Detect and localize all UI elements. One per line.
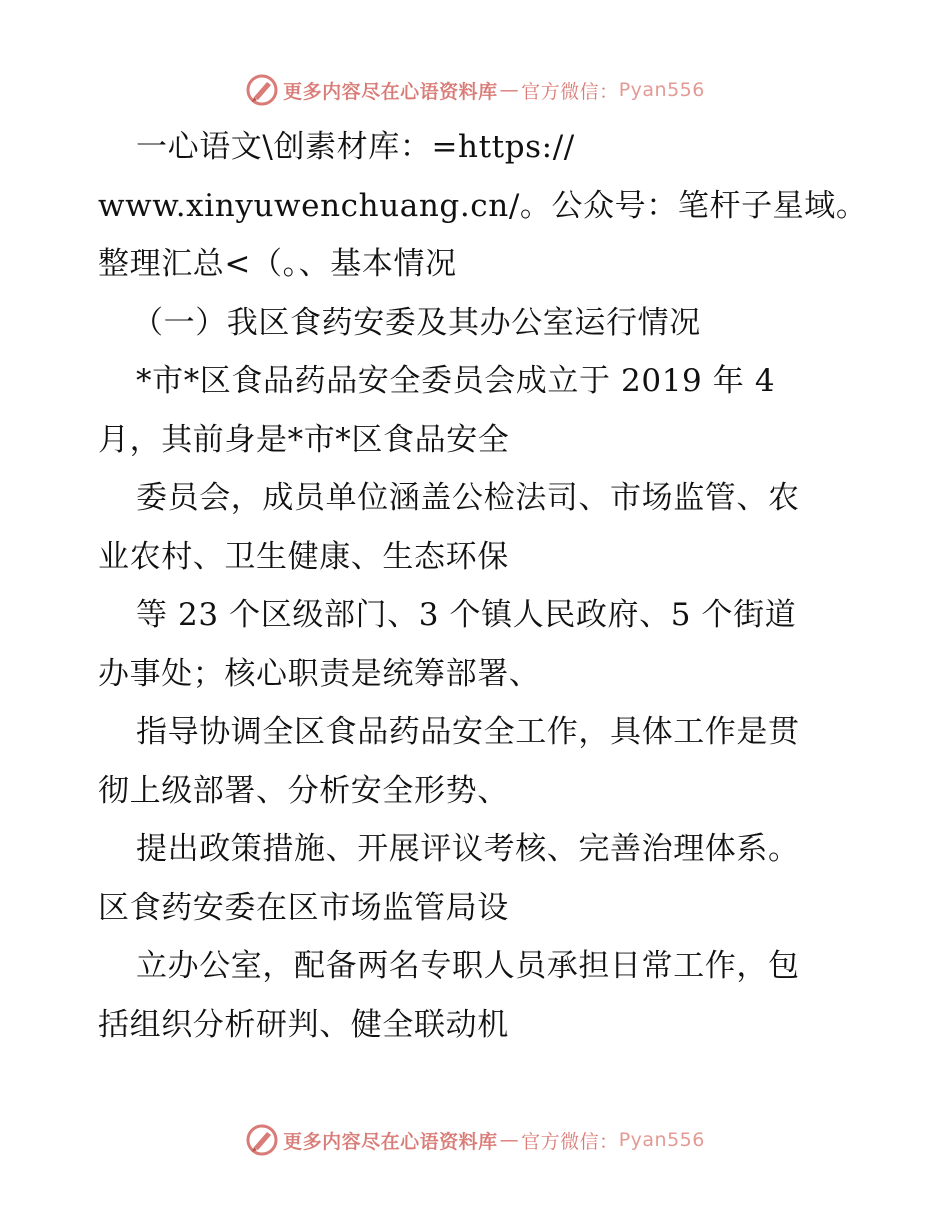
pen-logo-icon (245, 73, 279, 107)
banner-official-text: 官方微信： (521, 1130, 619, 1153)
header-watermark-banner (0, 70, 950, 110)
banner-main-text: 更多内容尽在心语资料库 (283, 1130, 498, 1153)
banner-official-text: 官方微信： (521, 80, 619, 103)
text-line: 一心语文\创素材库：=https:// (136, 129, 575, 165)
text-line: 业农村、卫生健康、生态环保 (98, 538, 509, 575)
text-line: 办事处；核心职责是统筹部署、 (98, 655, 541, 692)
text-line: *市*区食品药品安全委员会成立于 2019 年 4 (136, 363, 776, 399)
text-line: 区食药安委在区市场监管局设 (98, 889, 509, 926)
text-line: 委员会，成员单位涵盖公检法司、市场监管、农 (136, 480, 800, 516)
document-body (98, 118, 868, 1054)
text-line: www.xinyuwenchuang.cn/。公众号：笔杆子星域。 (98, 187, 868, 224)
text-line: 等 23 个区级部门、3 个镇人民政府、5 个街道 (136, 597, 797, 633)
text-line: 提出政策措施、开展评议考核、完善治理体系。 (136, 831, 800, 867)
banner-dash: — (499, 1129, 520, 1151)
section-heading: （一）我区食药安委及其办公室运行情况 (132, 304, 701, 341)
text-line: 整理汇总<（。、基本情况 (98, 246, 457, 282)
text-line: 月，其前身是*市*区食品安全 (98, 421, 510, 458)
banner-dash: — (499, 79, 520, 101)
pen-logo-icon (245, 1123, 279, 1157)
text-line: 指导协调全区食品药品安全工作，具体工作是贯 (136, 714, 800, 750)
footer-watermark-banner (0, 1120, 950, 1160)
text-line: 括组织分析研判、健全联动机 (98, 1006, 509, 1043)
banner-wechat-id: Pyan556 (618, 79, 705, 101)
banner-wechat-id: Pyan556 (618, 1129, 705, 1151)
banner-main-text: 更多内容尽在心语资料库 (283, 80, 498, 103)
text-line: 彻上级部署、分析安全形势、 (98, 772, 509, 809)
text-line: 立办公室，配备两名专职人员承担日常工作，包 (136, 948, 800, 984)
